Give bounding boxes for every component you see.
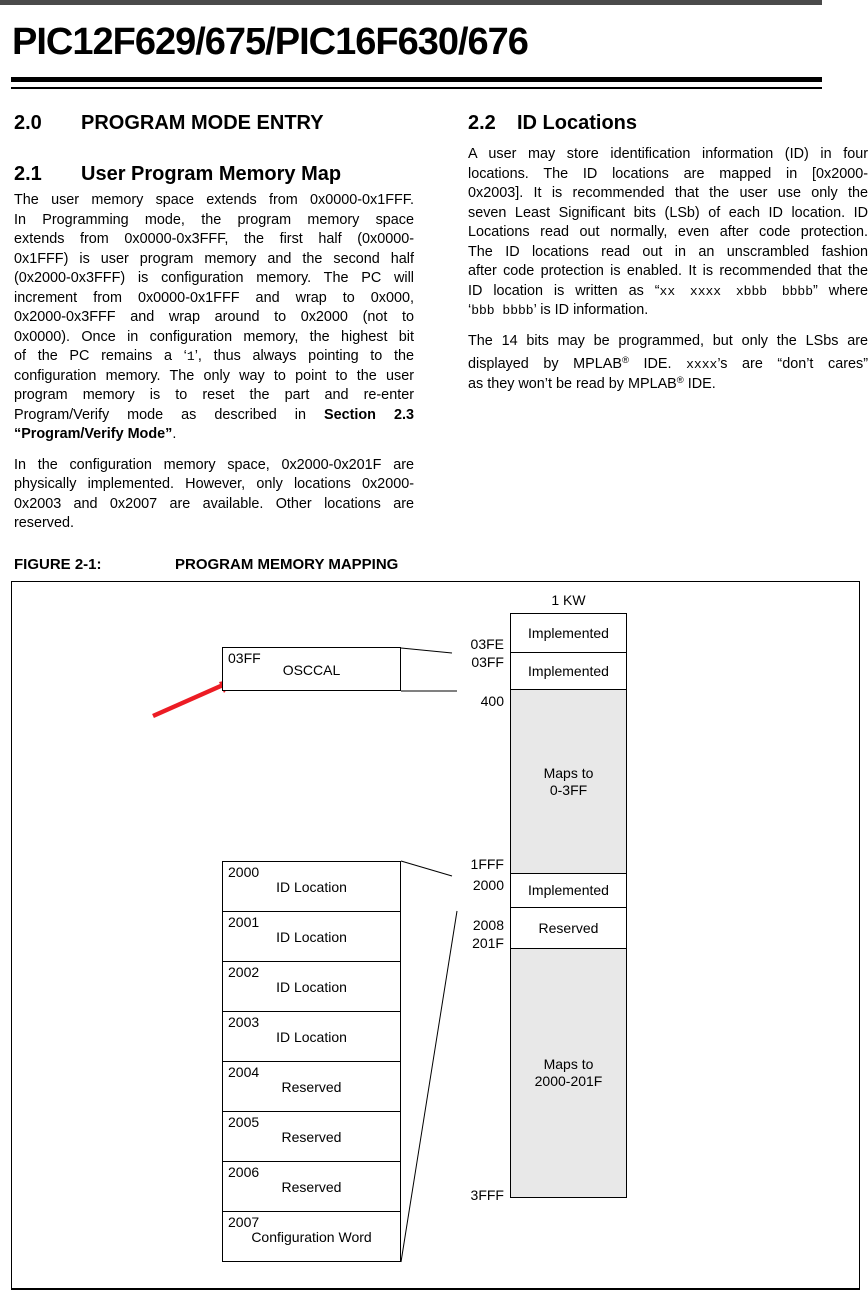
box-address: 2007	[228, 1214, 260, 1230]
text-segment: 0x2000-0x3FFF and wrap around to 0x2000 (not to	[14, 309, 414, 325]
memory-detail-box-2002	[222, 961, 401, 1012]
text-segment: In Programming mode, the program memory space	[14, 211, 414, 228]
text-segment: 0x1FFF) is user program memory and the second half	[14, 250, 414, 267]
bold-text: Section 2.3	[324, 406, 414, 423]
text-line	[14, 191, 414, 211]
memory-detail-box-2004	[222, 1061, 401, 1112]
left-column-text	[14, 191, 414, 534]
box-label: ID Location	[276, 879, 347, 895]
memory-row-maps-to-2000-201f	[510, 948, 627, 1198]
configuration-memory-detail-stack	[222, 861, 401, 1262]
text-line	[468, 145, 868, 165]
text-segment: IDE.	[683, 375, 716, 392]
text-line	[14, 475, 414, 495]
box-label: ID Location	[276, 979, 347, 995]
figure-connectors	[12, 582, 859, 1288]
text-line	[14, 456, 414, 476]
title-rule-thin	[11, 87, 822, 89]
memory-row-implemented	[510, 613, 627, 653]
paragraph	[14, 456, 414, 534]
memory-row-label: Maps to	[543, 1056, 594, 1072]
red-arrow-shaft	[153, 685, 223, 716]
text-line	[14, 425, 414, 445]
box-label: ID Location	[276, 929, 347, 945]
text-line	[14, 328, 414, 348]
page-title: PIC12F629/675/PIC16F630/676	[12, 21, 528, 63]
text-line	[14, 289, 414, 309]
text-line	[14, 514, 414, 534]
box-label: Reserved	[281, 1179, 342, 1195]
memory-detail-box-2005	[222, 1111, 401, 1162]
text-segment: ’, thus always pointing to the	[194, 348, 415, 364]
code-text: xx xxxx xbbb bbbb	[659, 283, 814, 299]
section-title: User Program Memory Map	[81, 163, 342, 185]
box-address: 2002	[228, 964, 260, 980]
memory-row-label: Maps to	[543, 764, 594, 781]
title-rule-thick	[11, 77, 822, 82]
box-label: OSCCAL	[282, 662, 341, 678]
text-line	[14, 495, 414, 515]
text-segment: locations. The ID locations are mapped in [0x2000-	[468, 165, 868, 182]
memory-detail-box-2007	[222, 1211, 401, 1262]
text-segment: The user memory space extends from 0x0000-0x1FFF.	[14, 192, 414, 208]
text-segment: configuration memory. The only way to point to the user	[14, 367, 414, 384]
address-label-2008: 2008	[472, 917, 504, 933]
memory-map-column	[510, 613, 627, 1198]
box-address: 2006	[228, 1164, 260, 1180]
text-segment: Program/Verify mode as described in	[14, 406, 324, 423]
text-segment: program memory is to reset the part and re-enter	[14, 387, 414, 403]
text-segment: displayed by MPLAB	[468, 356, 622, 372]
memory-detail-box-2006	[222, 1161, 401, 1212]
box-address: 2004	[228, 1064, 260, 1080]
text-segment: ‘	[468, 302, 472, 318]
paragraph	[468, 332, 868, 391]
text-line	[14, 347, 414, 367]
box-address: 03FF	[228, 650, 261, 666]
text-segment: 0x2003 and 0x2007 are available. Other locations are	[14, 495, 414, 512]
text-segment: ’ is ID information.	[533, 302, 649, 318]
text-segment: Locations read out normally, even after code protection.	[468, 224, 868, 240]
text-line	[14, 250, 414, 270]
text-segment: .	[172, 426, 177, 442]
box-address: 2003	[228, 1014, 260, 1030]
text-line	[468, 351, 868, 371]
box-label: Reserved	[281, 1079, 342, 1095]
memory-detail-box-2003	[222, 1011, 401, 1062]
text-segment: 0x2003]. It is recommended that the user use only the	[468, 185, 868, 201]
text-line	[14, 211, 414, 231]
section-number: 2.2	[468, 112, 496, 134]
bold-text: “Program/Verify Mode”	[14, 426, 173, 442]
text-segment: increment from 0x0000-0x1FFF and wrap to 0x000,	[14, 289, 414, 306]
text-segment: reserved.	[14, 515, 74, 531]
figure-caption-label: FIGURE 2-1:	[14, 556, 102, 573]
memory-row-implemented	[510, 652, 627, 690]
address-label-2000: 2000	[472, 877, 504, 893]
address-label-400: 400	[480, 693, 504, 709]
box-label: Configuration Word	[251, 1229, 372, 1245]
text-line	[14, 367, 414, 387]
memory-row-maps-to-0-3ff	[510, 689, 627, 874]
figure-2-1-diagram	[11, 581, 860, 1290]
memory-detail-box-2000	[222, 861, 401, 912]
header-bar	[0, 0, 822, 5]
section-heading-2-2	[468, 111, 637, 135]
text-line	[14, 269, 414, 289]
text-segment: ” where	[813, 282, 868, 299]
box-address: 2001	[228, 914, 260, 930]
code-text: 1	[186, 349, 195, 364]
registered-symbol: ®	[676, 374, 684, 386]
text-segment: after code protection is enabled. It is recommended that the	[468, 263, 868, 279]
text-line	[468, 301, 868, 321]
section-number: 2.0	[14, 112, 42, 134]
text-segment: ID location is written as “	[468, 282, 660, 299]
memory-row-label: Implemented	[528, 662, 609, 679]
text-line	[468, 204, 868, 224]
address-label-1fff: 1FFF	[470, 856, 504, 872]
box-address: 2005	[228, 1114, 260, 1130]
address-label-3fff: 3FFF	[470, 1187, 504, 1203]
text-segment: The 14 bits may be programmed, but only the LSbs are	[468, 332, 868, 349]
text-segment: of the PC remains a ‘	[14, 348, 187, 364]
section-heading-2-1	[14, 162, 341, 186]
section-heading-2-0	[14, 111, 324, 135]
memory-row-label: 0-3FF	[549, 781, 588, 798]
memory-row-reserved	[510, 907, 627, 949]
memory-detail-box-2001	[222, 911, 401, 962]
text-segment: extends from 0x0000-0x3FFF, the first half (0x0000-	[14, 231, 414, 247]
right-column-text	[468, 145, 868, 390]
text-segment: as they won’t be read by MPLAB	[468, 375, 677, 392]
box-label: Reserved	[281, 1129, 342, 1145]
text-segment: ’s are “don’t cares”	[717, 356, 868, 372]
paragraph	[14, 191, 414, 445]
code-text: xxxx	[686, 357, 718, 372]
address-label-03fe: 03FE	[470, 636, 504, 652]
code-text: bbb bbbb	[471, 303, 534, 318]
figure-caption	[14, 556, 398, 573]
figure-caption-title: PROGRAM MEMORY MAPPING	[175, 556, 399, 573]
text-line	[468, 371, 868, 391]
text-line	[468, 184, 868, 204]
text-line	[14, 308, 414, 328]
address-label-201f: 201F	[472, 935, 504, 951]
box-address: 2000	[228, 864, 260, 880]
text-segment: In the configuration memory space, 0x2000-0x201F are	[14, 456, 414, 473]
section-number: 2.1	[14, 163, 42, 185]
text-segment: The ID locations read out in an unscrambled fashion	[468, 243, 868, 260]
address-label-03ff: 03FF	[471, 654, 504, 670]
box-label: ID Location	[276, 1029, 347, 1045]
text-line	[14, 406, 414, 426]
paragraph	[468, 145, 868, 321]
text-line	[468, 223, 868, 243]
text-segment: (0x2000-0x3FFF) is configuration memory. The PC will	[14, 270, 414, 286]
section-title: ID Locations	[517, 112, 638, 134]
memory-row-implemented	[510, 873, 627, 908]
memory-detail-box-osccal	[222, 647, 401, 691]
text-segment: physically implemented. However, only locations 0x2000-	[14, 476, 414, 492]
text-segment: 0x0000). Once in configuration memory, the highest bit	[14, 328, 414, 345]
text-line	[468, 282, 868, 302]
text-line	[14, 230, 414, 250]
section-title: PROGRAM MODE ENTRY	[81, 112, 324, 134]
text-segment: seven Least Significant bits (LSb) of each ID location. ID	[468, 204, 868, 221]
connector-line	[401, 911, 457, 1262]
text-segment: A user may store identification information (ID) in four	[468, 146, 868, 162]
text-line	[468, 165, 868, 185]
text-line	[468, 332, 868, 352]
text-segment: IDE.	[628, 356, 687, 372]
text-line	[14, 386, 414, 406]
text-line	[468, 243, 868, 263]
memory-row-label: Reserved	[538, 919, 599, 936]
text-line	[468, 262, 868, 282]
column-size-label: 1 KW	[551, 592, 586, 608]
memory-row-label: Implemented	[528, 882, 609, 898]
registered-symbol: ®	[621, 355, 629, 366]
memory-row-label: Implemented	[528, 624, 609, 641]
memory-row-label: 2000-201F	[534, 1073, 603, 1089]
